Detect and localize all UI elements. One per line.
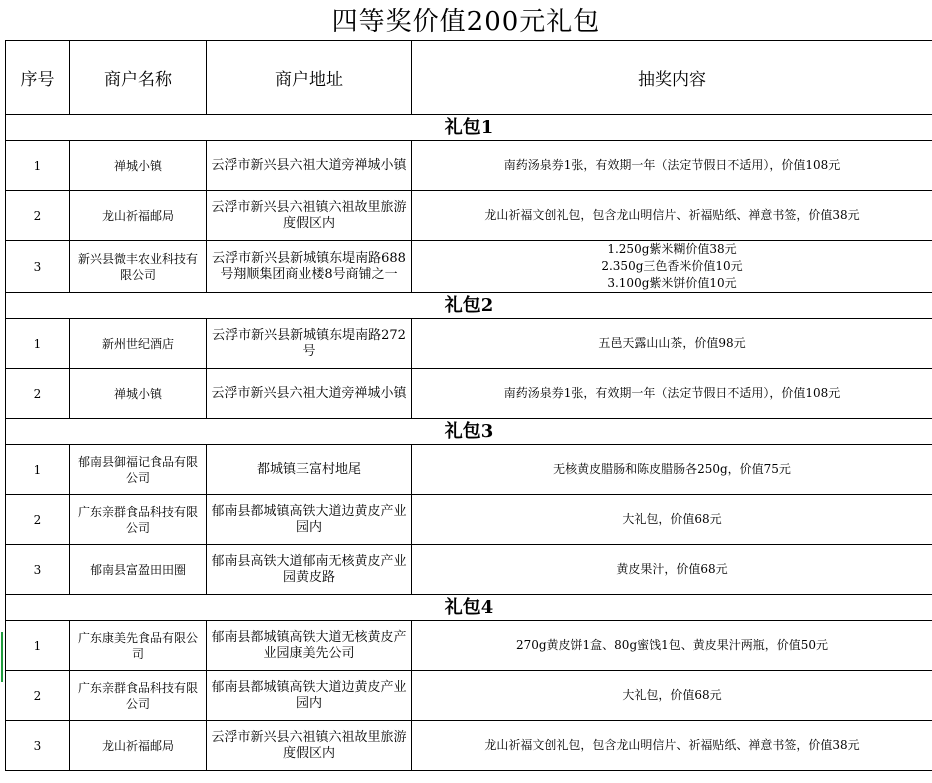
cell-prize-content[interactable] [412, 369, 932, 419]
cell-seq[interactable]: 1 [6, 141, 70, 191]
cell-merchant-address[interactable]: 云浮市新兴县新城镇东堤南路272号 [207, 319, 412, 369]
prize-content-line: 南药汤泉券1张，有效期一年（法定节假日不适用），价值108元 [503, 386, 841, 400]
cell-prize-content[interactable] [412, 241, 932, 293]
package-label[interactable]: 礼包2 [6, 293, 932, 319]
cell-merchant-address[interactable]: 云浮市新兴县六祖镇六祖故里旅游度假区内 [207, 191, 412, 241]
cell-seq[interactable]: 3 [6, 545, 70, 595]
package-row [6, 293, 932, 319]
table-row [6, 241, 932, 293]
prize-content-line: 龙山祈福文创礼包，包含龙山明信片、祈福贴纸、禅意书签，价值38元 [484, 738, 860, 752]
prize-content-line: 龙山祈福文创礼包，包含龙山明信片、祈福贴纸、禅意书签，价值38元 [484, 208, 860, 222]
cell-merchant-address[interactable]: 云浮市新兴县六祖大道旁禅城小镇 [207, 369, 412, 419]
cell-prize-content[interactable] [412, 671, 932, 721]
cell-merchant-address[interactable]: 郁南县都城镇高铁大道边黄皮产业园内 [207, 671, 412, 721]
cell-merchant-name[interactable]: 广东康美先食品有限公司 [70, 621, 207, 671]
cell-merchant-address[interactable]: 郁南县都城镇高铁大道边黄皮产业园内 [207, 495, 412, 545]
prize-content-line: 3.100g紫米饼价值10元 [607, 276, 737, 290]
cell-prize-content[interactable] [412, 495, 932, 545]
package-row [6, 419, 932, 445]
header-row [6, 41, 932, 115]
package-label[interactable]: 礼包3 [6, 419, 932, 445]
prize-content-line: 南药汤泉券1张，有效期一年（法定节假日不适用），价值108元 [503, 158, 841, 172]
cell-merchant-name[interactable]: 禅城小镇 [70, 369, 207, 419]
table-row [6, 191, 932, 241]
prize-content-line: 1.250g紫米糊价值38元 [607, 242, 737, 256]
table-row [6, 445, 932, 495]
cell-prize-content[interactable] [412, 721, 932, 771]
cell-seq[interactable]: 2 [6, 495, 70, 545]
cell-seq[interactable]: 2 [6, 369, 70, 419]
cell-merchant-name[interactable]: 禅城小镇 [70, 141, 207, 191]
cell-seq[interactable]: 1 [6, 319, 70, 369]
row-selection-marker [1, 632, 3, 682]
header-address[interactable]: 商户地址 [207, 41, 412, 115]
prize-content-line: 大礼包，价值68元 [622, 512, 722, 526]
cell-seq[interactable]: 3 [6, 721, 70, 771]
table-row [6, 141, 932, 191]
prize-content-line: 大礼包，价值68元 [622, 688, 722, 702]
cell-merchant-name[interactable]: 郁南县御福记食品有限公司 [70, 445, 207, 495]
prize-content-line: 五邑天露山山茶，价值98元 [598, 336, 746, 350]
cell-prize-content[interactable] [412, 141, 932, 191]
cell-seq[interactable]: 3 [6, 241, 70, 293]
cell-prize-content[interactable] [412, 445, 932, 495]
table-row [6, 369, 932, 419]
prize-content-line: 无核黄皮腊肠和陈皮腊肠各250g，价值75元 [553, 462, 791, 476]
sheet-title[interactable]: 四等奖价值200元礼包 [331, 7, 601, 37]
cell-prize-content[interactable] [412, 191, 932, 241]
cell-merchant-name[interactable]: 郁南县富盈田田圈 [70, 545, 207, 595]
cell-merchant-name[interactable]: 新州世纪酒店 [70, 319, 207, 369]
header-content[interactable]: 抽奖内容 [412, 41, 932, 115]
table-row [6, 671, 932, 721]
cell-merchant-name[interactable]: 广东亲群食品科技有限公司 [70, 671, 207, 721]
cell-merchant-name[interactable]: 新兴县微丰农业科技有限公司 [70, 241, 207, 293]
table-row [6, 545, 932, 595]
table-row [6, 319, 932, 369]
cell-merchant-name[interactable]: 龙山祈福邮局 [70, 721, 207, 771]
table-row [6, 621, 932, 671]
table-row [6, 721, 932, 771]
prize-content-line: 黄皮果汁，价值68元 [616, 562, 728, 576]
cell-merchant-address[interactable]: 郁南县高铁大道郁南无核黄皮产业园黄皮路 [207, 545, 412, 595]
cell-merchant-address[interactable]: 都城镇三富村地尾 [207, 445, 412, 495]
cell-prize-content[interactable] [412, 545, 932, 595]
cell-seq[interactable]: 2 [6, 671, 70, 721]
cell-seq[interactable]: 1 [6, 621, 70, 671]
cell-merchant-address[interactable]: 云浮市新兴县六祖大道旁禅城小镇 [207, 141, 412, 191]
cell-merchant-address[interactable]: 郁南县都城镇高铁大道无核黄皮产业园康美先公司 [207, 621, 412, 671]
cell-seq[interactable]: 1 [6, 445, 70, 495]
package-row [6, 595, 932, 621]
prize-content-line: 270g黄皮饼1盒、80g蜜饯1包、黄皮果汁两瓶，价值50元 [515, 638, 829, 652]
prize-content-line: 2.350g三色香米价值10元 [601, 259, 743, 273]
cell-merchant-address[interactable]: 云浮市新兴县新城镇东堤南路688号翔顺集团商业楼8号商铺之一 [207, 241, 412, 293]
cell-merchant-name[interactable]: 龙山祈福邮局 [70, 191, 207, 241]
package-label[interactable]: 礼包4 [6, 595, 932, 621]
cell-merchant-address[interactable]: 云浮市新兴县六祖镇六祖故里旅游度假区内 [207, 721, 412, 771]
package-label[interactable]: 礼包1 [6, 115, 932, 141]
table-row [6, 495, 932, 545]
cell-seq[interactable]: 2 [6, 191, 70, 241]
package-row [6, 115, 932, 141]
cell-prize-content[interactable] [412, 621, 932, 671]
header-seq[interactable]: 序号 [6, 41, 70, 115]
cell-prize-content[interactable] [412, 319, 932, 369]
prize-table [5, 40, 932, 771]
prize-table-body [6, 115, 932, 771]
cell-merchant-name[interactable]: 广东亲群食品科技有限公司 [70, 495, 207, 545]
header-name[interactable]: 商户名称 [70, 41, 207, 115]
